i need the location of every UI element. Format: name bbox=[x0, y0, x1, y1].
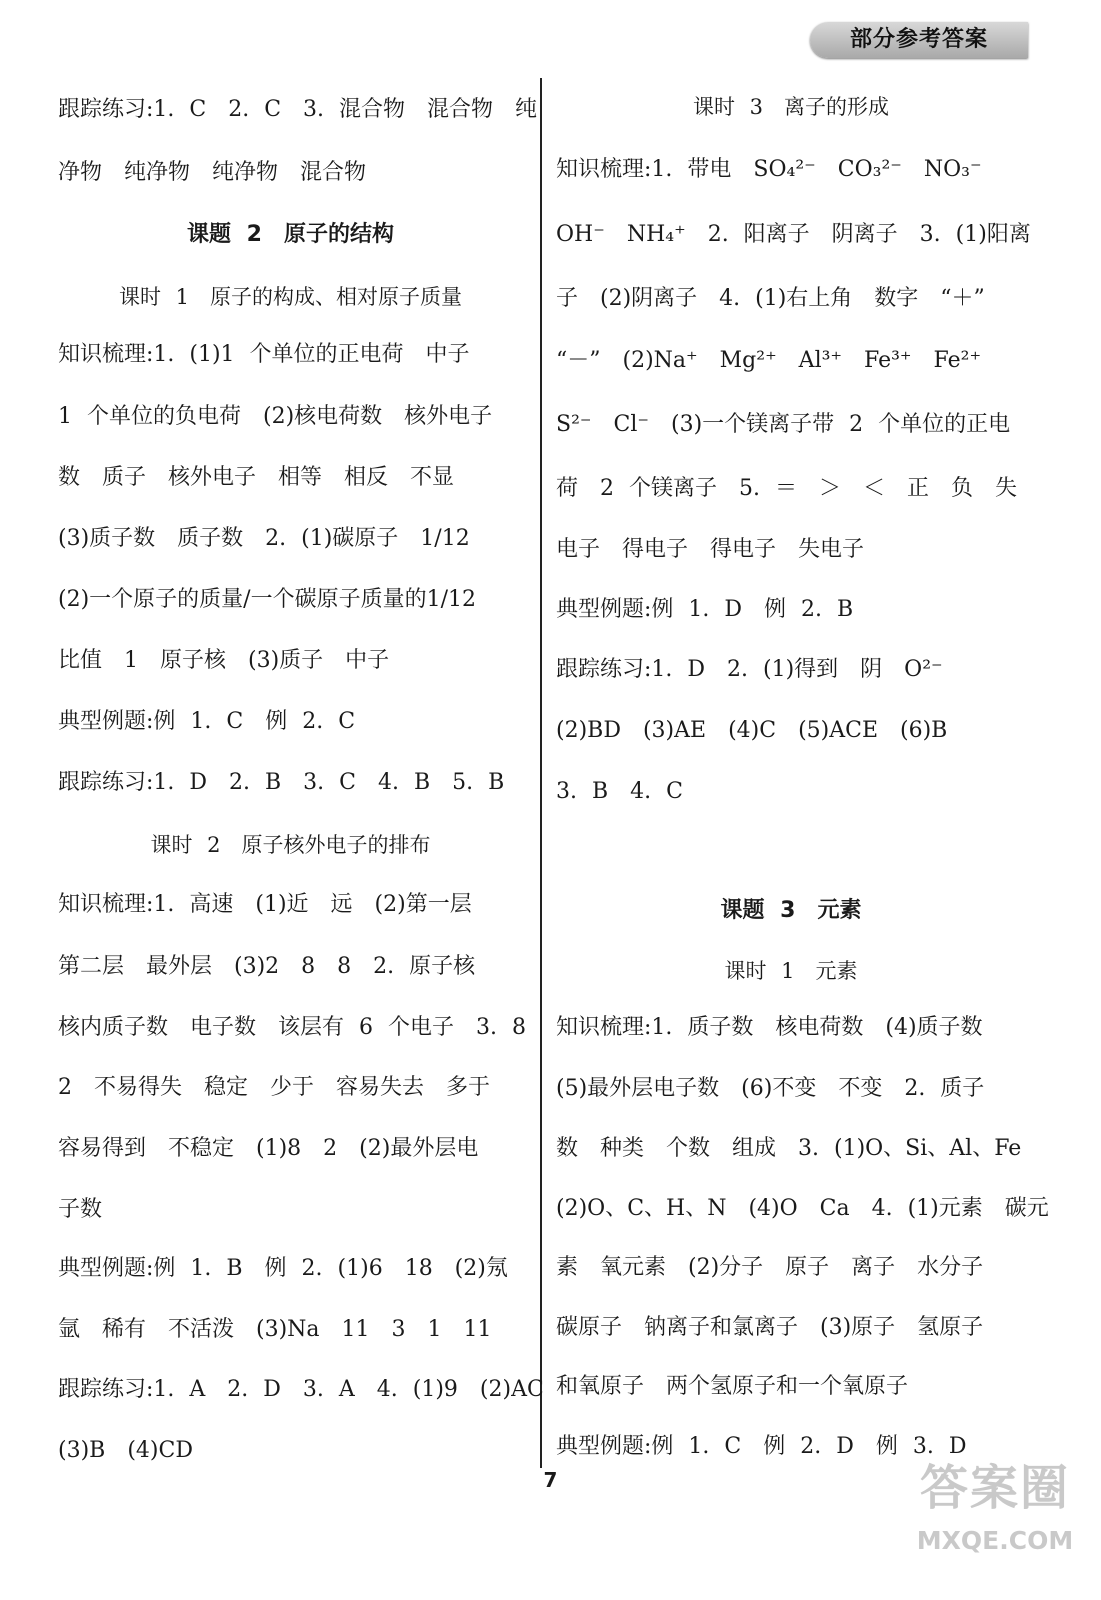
answer-line: 典型例题:例 1. C 例 2. D 例 3. D bbox=[556, 1434, 967, 1459]
answer-line: 知识梳理:1. 质子数 核电荷数 (4)质子数 bbox=[556, 1015, 983, 1040]
answer-line: 素 氧元素 (2)分子 原子 离子 水分子 bbox=[556, 1255, 984, 1280]
answer-line: 子数 bbox=[58, 1197, 103, 1222]
answer-line: 和氧原子 两个氢原子和一个氧原子 bbox=[556, 1374, 909, 1399]
answer-line: 氩 稀有 不活泼 (3)Na 11 3 1 11 bbox=[58, 1317, 492, 1342]
answer-line: (5)最外层电子数 (6)不变 不变 2. 质子 bbox=[556, 1076, 985, 1101]
answer-line: (3)B (4)CD bbox=[58, 1438, 193, 1463]
answer-line: 比值 1 原子核 (3)质子 中子 bbox=[58, 648, 390, 673]
answer-line: 数 种类 个数 组成 3. (1)O、Si、Al、Fe bbox=[556, 1136, 1022, 1161]
answer-line: 典型例题:例 1. B 例 2. (1)6 18 (2)氖 bbox=[58, 1256, 508, 1281]
answer-line: (2)BD (3)AE (4)C (5)ACE (6)B bbox=[556, 718, 948, 743]
page-number: 7 bbox=[543, 1468, 558, 1492]
watermark-logo bbox=[900, 1455, 1090, 1585]
section-header-label: 部分参考答案 bbox=[849, 27, 988, 52]
lesson-heading: 课时 2 原子核外电子的排布 bbox=[150, 833, 431, 857]
answer-line: 知识梳理:1. 带电 SO₄²⁻ CO₃²⁻ NO₃⁻ bbox=[556, 157, 982, 182]
watermark-title: 答案圈 bbox=[919, 1460, 1070, 1516]
answer-line: 典型例题:例 1. C 例 2. C bbox=[58, 709, 356, 734]
answer-line: 荷 2 个镁离子 5. ＝ ＞ ＜ 正 负 失 bbox=[556, 476, 1017, 501]
section-header-tab bbox=[810, 22, 1028, 58]
answer-line: 3. B 4. C bbox=[556, 779, 683, 804]
answer-line: 第二层 最外层 (3)2 8 8 2. 原子核 bbox=[58, 954, 476, 979]
section-heading: 课题 2 原子的结构 bbox=[187, 222, 394, 247]
column-divider bbox=[540, 78, 542, 1468]
answer-line: 知识梳理:1. (1)1 个单位的正电荷 中子 bbox=[58, 342, 470, 367]
answer-line: 1 个单位的负电荷 (2)核电荷数 核外电子 bbox=[58, 404, 493, 429]
lesson-heading: 课时 3 离子的形成 bbox=[692, 95, 890, 119]
answer-line: (3)质子数 质子数 2. (1)碳原子 1/12 bbox=[58, 526, 470, 551]
answer-line: (2)一个原子的质量/一个碳原子质量的1/12 bbox=[58, 587, 476, 612]
answer-line: 2 不易得失 稳定 少于 容易失去 多于 bbox=[58, 1075, 490, 1100]
answer-line: 跟踪练习:1. D 2. B 3. C 4. B 5. B bbox=[58, 770, 505, 795]
answer-line: 跟踪练习:1. C 2. C 3. 混合物 混合物 纯 bbox=[58, 97, 538, 122]
answer-line: 典型例题:例 1. D 例 2. B bbox=[556, 597, 854, 622]
answer-line: OH⁻ NH₄⁺ 2. 阳离子 阴离子 3. (1)阳离 bbox=[556, 222, 1031, 247]
answer-line: 净物 纯净物 纯净物 混合物 bbox=[58, 160, 367, 185]
answer-line: 跟踪练习:1. D 2. (1)得到 阴 O²⁻ bbox=[556, 657, 943, 682]
answer-line: 核内质子数 电子数 该层有 6 个电子 3. 8 bbox=[58, 1015, 526, 1040]
answer-line: 容易得到 不稳定 (1)8 2 (2)最外层电 bbox=[58, 1136, 479, 1161]
answer-line: 碳原子 钠离子和氯离子 (3)原子 氢原子 bbox=[556, 1315, 984, 1340]
answer-line: (2)O、C、H、N (4)O Ca 4. (1)元素 碳元 bbox=[556, 1196, 1049, 1221]
section-heading: 课题 3 元素 bbox=[720, 898, 862, 923]
answer-line: 跟踪练习:1. A 2. D 3. A 4. (1)9 (2)AC bbox=[58, 1377, 544, 1402]
answer-line: 电子 得电子 得电子 失电子 bbox=[556, 537, 865, 562]
watermark-url: MXQE.COM bbox=[916, 1526, 1074, 1555]
lesson-heading: 课时 1 元素 bbox=[724, 959, 858, 983]
answer-line: 子 (2)阴离子 4. (1)右上角 数字 “＋” bbox=[556, 286, 985, 311]
answer-line: S²⁻ Cl⁻ (3)一个镁离子带 2 个单位的正电 bbox=[556, 412, 1011, 437]
answer-line: 数 质子 核外电子 相等 相反 不显 bbox=[58, 465, 455, 490]
answer-line: “－” (2)Na⁺ Mg²⁺ Al³⁺ Fe³⁺ Fe²⁺ bbox=[556, 348, 982, 373]
lesson-heading: 课时 1 原子的构成、相对原子质量 bbox=[118, 285, 463, 309]
answer-line: 知识梳理:1. 高速 (1)近 远 (2)第一层 bbox=[58, 892, 472, 917]
